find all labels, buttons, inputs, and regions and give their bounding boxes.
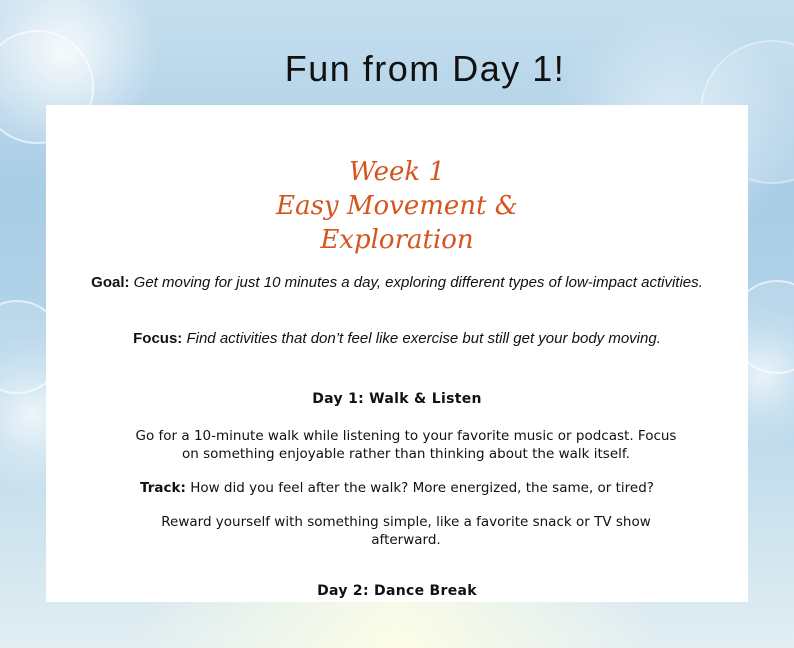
focus-label: Focus: xyxy=(133,330,183,347)
goal-text: Get moving for just 10 minutes a day, exploring different types of low-impact activities. xyxy=(133,274,703,291)
focus-statement xyxy=(86,329,708,348)
goal-statement xyxy=(86,273,708,292)
week-heading-line: Easy Movement & xyxy=(276,191,518,221)
page-title: Fun from Day 1! xyxy=(284,48,566,89)
day2-title: Day 2: Dance Break xyxy=(317,583,477,599)
track-text: How did you feel after the walk? More energized, the same, or tired? xyxy=(190,480,654,496)
week-heading-line: Week 1 xyxy=(349,157,445,187)
week-heading xyxy=(46,155,748,257)
goal-label: Goal: xyxy=(91,274,130,291)
day1-title: Day 1: Walk & Listen xyxy=(312,391,482,407)
day1-description: Go for a 10-minute walk while listening to your favorite music or podcast. Focus on something enjoyable rather than thinking about the walk itself. xyxy=(135,428,677,462)
day1-reward: Reward yourself with something simple, like a favorite snack or TV show afterward. xyxy=(161,514,651,548)
week-heading-line: Exploration xyxy=(320,225,474,255)
track-label: Track: xyxy=(140,480,186,496)
day1-track xyxy=(86,479,708,497)
focus-text: Find activities that don’t feel like exercise but still get your body moving. xyxy=(186,330,661,347)
content-card xyxy=(46,105,748,602)
